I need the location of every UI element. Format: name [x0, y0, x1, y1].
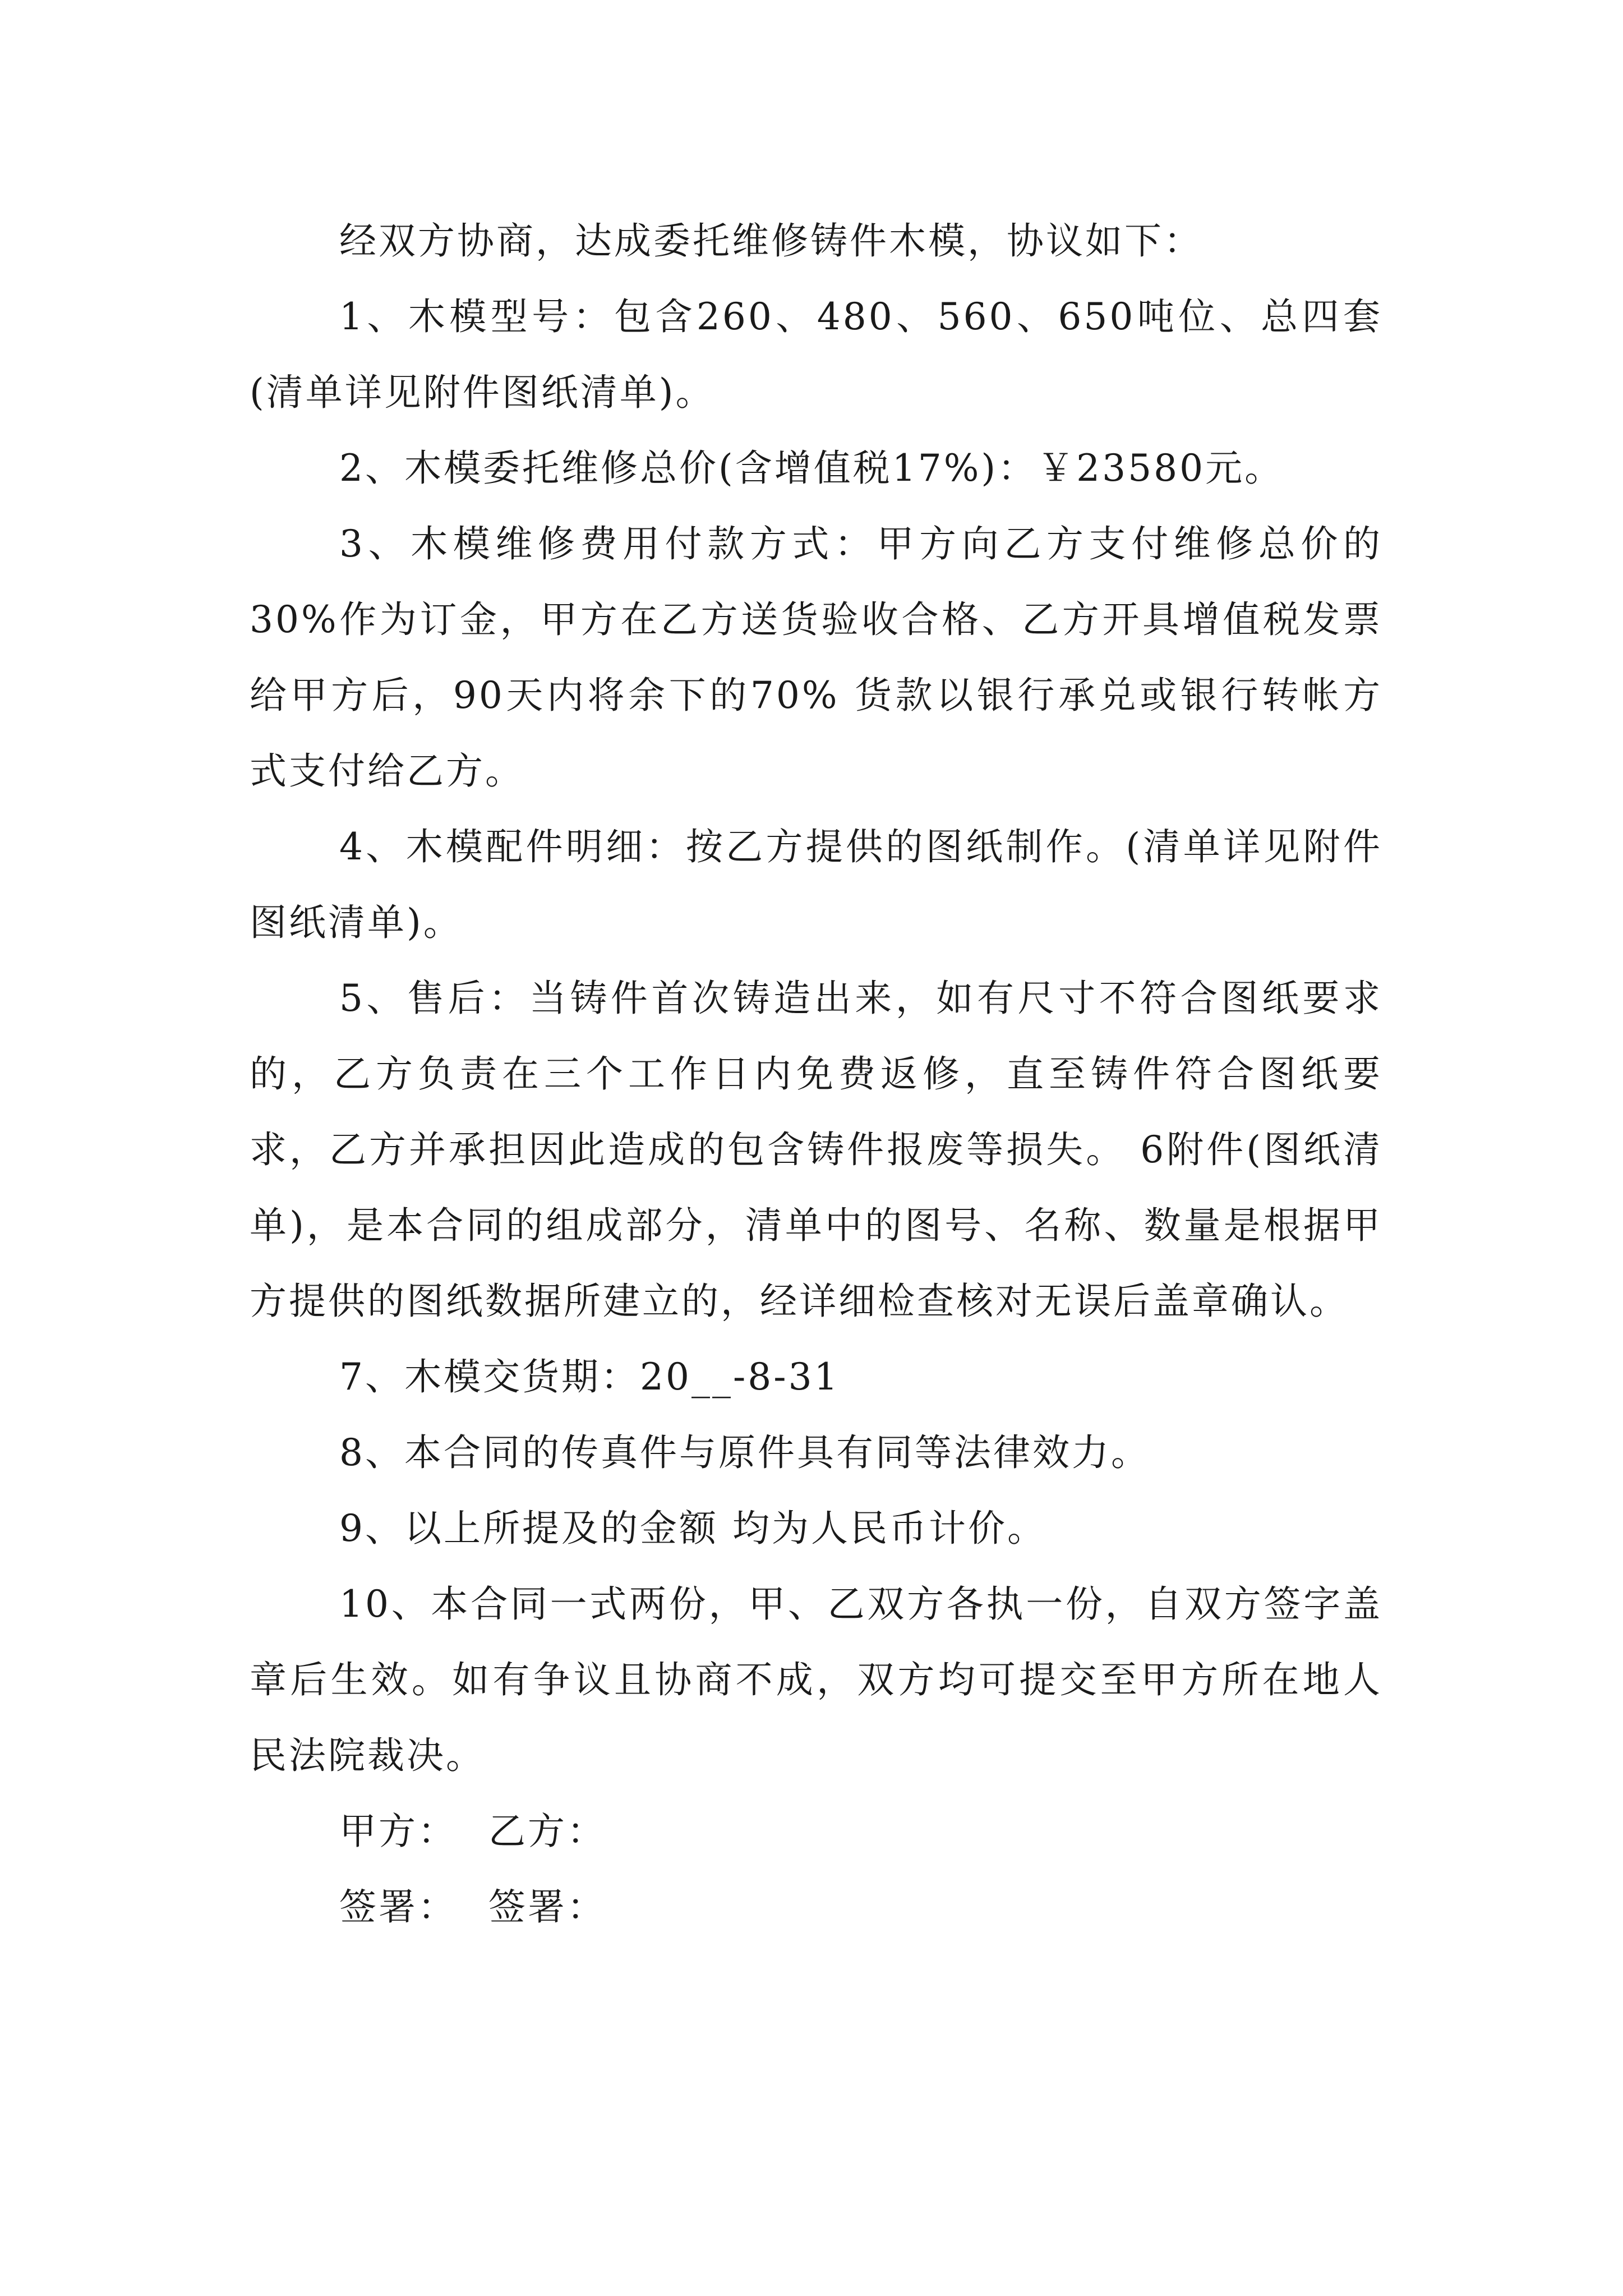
intro-paragraph: 经双方协商，达成委托维修铸件木模，协议如下：	[339, 219, 1203, 263]
clause-2-price: 2、木模委托维修总价(含增值税17%)：￥23580元。	[339, 447, 1284, 490]
clause-10-copies: 10、本合同一式两份，甲、乙双方各执一份，自双方签字盖章后生效。如有争议且协商不成，双方均可提交至甲方所在地人民法院裁决。	[250, 1582, 1382, 1777]
clause-5-after-sales: 5、售后：当铸件首次铸造出来，如有尺寸不符合图纸要求的，乙方负责在三个工作日内免费返修，直至铸件符合图纸要求，乙方并承担因此造成的包含铸件报废等损失。 6附件(图纸清单)，是本合同的组成部分，清单中的图号、名称、数量是根据甲方提供的图纸数据所建立的，经详细检查核对无误后盖章确认。	[250, 977, 1382, 1323]
signature-line	[250, 1869, 1382, 1945]
contract-document	[250, 203, 1382, 1945]
party-b-label: 乙方：	[488, 1810, 606, 1853]
clause-9-currency: 9、以上所提及的金额 均为人民币计价。	[339, 1507, 1046, 1550]
sign-b-label: 签署：	[488, 1885, 606, 1929]
clause-8-fax-validity: 8、本合同的传真件与原件具有同等法律效力。	[339, 1431, 1150, 1474]
clause-1-model: 1、木模型号：包含260、480、560、650吨位、总四套(清单详见附件图纸清单)。	[250, 295, 1382, 414]
clause-3-payment: 3、木模维修费用付款方式：甲方向乙方支付维修总价的30%作为订金，甲方在乙方送货验收合格、乙方开具增值税发票给甲方后，90天内将余下的70% 货款以银行承兑或银行转帐方式支付给乙方。	[250, 522, 1382, 793]
clause-4-parts: 4、木模配件明细：按乙方提供的图纸制作。(清单详见附件图纸清单)。	[250, 825, 1382, 944]
clause-7-delivery: 7、木模交货期：20__-8-31	[339, 1355, 840, 1398]
party-a-label: 甲方：	[339, 1810, 457, 1853]
party-line	[250, 1793, 1382, 1869]
sign-a-label: 签署：	[339, 1885, 457, 1929]
